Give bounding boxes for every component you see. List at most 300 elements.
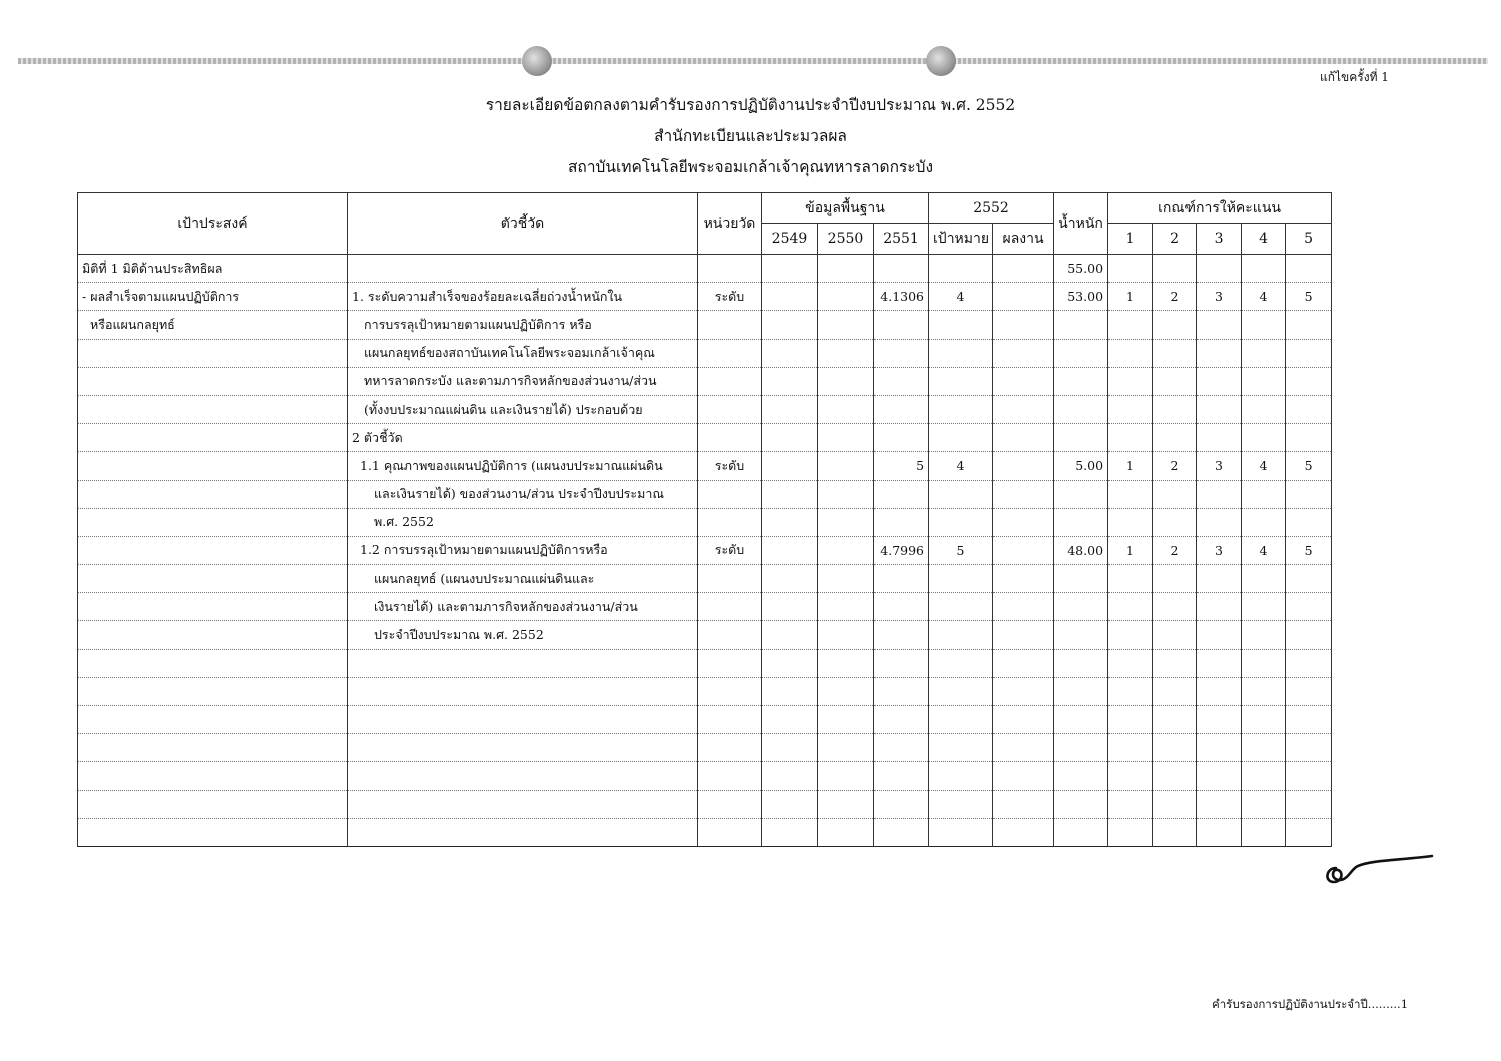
goal-cell: - ผลสำเร็จตามแผนปฏิบัติการ [78,283,348,311]
goal-cell [78,424,348,452]
baseline-2551-cell [874,255,929,283]
score-5-cell: 5 [1286,536,1332,564]
table-row [78,255,1332,283]
baseline-2551-cell: 5 [874,452,929,480]
header-goal: เป้าประสงค์ [78,193,348,255]
header-indicator: ตัวชี้วัด [348,193,698,255]
baseline-2549-cell [762,339,818,367]
score-4-cell: 4 [1242,536,1286,564]
result-cell [993,706,1054,734]
score-4-cell [1242,593,1286,621]
score-4-cell [1242,649,1286,677]
target-cell [929,339,993,367]
header-2549: 2549 [762,224,818,255]
score-2-cell [1153,818,1197,846]
goal-cell [78,565,348,593]
table-row [78,452,1332,480]
unit-cell [698,734,762,762]
score-4-cell [1242,677,1286,705]
header-score-4: 4 [1242,224,1286,255]
score-1-cell [1108,339,1153,367]
baseline-2550-cell [818,255,874,283]
unit-cell [698,649,762,677]
indicator-cell: (ทั้งงบประมาณแผ่นดิน และเงินรายได้) ประกอบด้วย [348,395,698,423]
baseline-2549-cell [762,649,818,677]
score-3-cell [1197,706,1242,734]
score-5-cell [1286,677,1332,705]
weight-cell [1054,367,1108,395]
target-cell: 5 [929,536,993,564]
score-2-cell [1153,762,1197,790]
baseline-2550-cell [818,536,874,564]
baseline-2551-cell [874,818,929,846]
table-row [78,480,1332,508]
indicator-cell: 1.2 การบรรลุเป้าหมายตามแผนปฏิบัติการหรือ [348,536,698,564]
weight-cell [1054,311,1108,339]
goal-cell [78,480,348,508]
baseline-2549-cell [762,424,818,452]
score-4-cell [1242,424,1286,452]
score-4-cell [1242,565,1286,593]
table-row [78,424,1332,452]
unit-cell [698,255,762,283]
result-cell [993,593,1054,621]
table-row [78,536,1332,564]
baseline-2551-cell: 4.1306 [874,283,929,311]
goal-cell [78,339,348,367]
baseline-2550-cell [818,283,874,311]
goal-cell [78,508,348,536]
indicator-cell [348,734,698,762]
baseline-2549-cell [762,734,818,762]
punch-hole-icon [522,46,552,76]
score-2-cell [1153,677,1197,705]
baseline-2551-cell [874,339,929,367]
unit-cell [698,508,762,536]
weight-cell [1054,565,1108,593]
header-result: ผลงาน [993,224,1054,255]
baseline-2549-cell [762,790,818,818]
score-1-cell [1108,395,1153,423]
result-cell [993,536,1054,564]
baseline-2550-cell [818,790,874,818]
target-cell [929,508,993,536]
score-3-cell [1197,734,1242,762]
score-1-cell [1108,649,1153,677]
institute-name: สถาบันเทคโนโลยีพระจอมเกล้าเจ้าคุณทหารลาดกระบัง [567,158,934,176]
score-3-cell: 3 [1197,452,1242,480]
unit-cell: ระดับ [698,283,762,311]
result-cell [993,649,1054,677]
weight-cell: 48.00 [1054,536,1108,564]
score-5-cell [1286,790,1332,818]
score-3-cell: 3 [1197,536,1242,564]
table-row [78,734,1332,762]
unit-cell [698,818,762,846]
baseline-2551-cell [874,649,929,677]
header-score-5: 5 [1286,224,1332,255]
goal-cell [78,593,348,621]
score-5-cell [1286,649,1332,677]
score-5-cell [1286,762,1332,790]
baseline-2549-cell [762,452,818,480]
weight-cell [1054,339,1108,367]
baseline-2549-cell [762,508,818,536]
table-row [78,649,1332,677]
indicator-cell [348,677,698,705]
header-criteria: เกณฑ์การให้คะแนน [1108,193,1332,224]
indicator-cell: ประจำปีงบประมาณ พ.ศ. 2552 [348,621,698,649]
goal-cell [78,649,348,677]
weight-cell [1054,706,1108,734]
weight-cell [1054,424,1108,452]
score-3-cell [1197,508,1242,536]
baseline-2551-cell [874,677,929,705]
score-4-cell [1242,311,1286,339]
table-row [78,593,1332,621]
weight-cell [1054,762,1108,790]
baseline-2551-cell [874,424,929,452]
goal-cell [78,706,348,734]
score-3-cell: 3 [1197,283,1242,311]
score-4-cell [1242,395,1286,423]
table-row [78,762,1332,790]
score-2-cell [1153,339,1197,367]
target-cell [929,677,993,705]
weight-cell: 55.00 [1054,255,1108,283]
baseline-2550-cell [818,424,874,452]
score-2-cell [1153,508,1197,536]
score-4-cell [1242,706,1286,734]
table-row [78,621,1332,649]
baseline-2549-cell [762,367,818,395]
score-3-cell [1197,339,1242,367]
header-score-2: 2 [1153,224,1197,255]
score-4-cell [1242,621,1286,649]
score-5-cell [1286,424,1332,452]
score-1-cell [1108,480,1153,508]
score-1-cell [1108,593,1153,621]
target-cell [929,395,993,423]
unit-cell: ระดับ [698,452,762,480]
target-cell: 4 [929,452,993,480]
unit-cell [698,790,762,818]
goal-cell [78,395,348,423]
unit-cell [698,311,762,339]
goal-cell [78,818,348,846]
score-5-cell [1286,480,1332,508]
baseline-2550-cell [818,593,874,621]
score-5-cell [1286,395,1332,423]
goal-cell [78,734,348,762]
target-cell: 4 [929,283,993,311]
indicator-cell: 2 ตัวชี้วัด [348,424,698,452]
table-row [78,565,1332,593]
result-cell [993,339,1054,367]
header-year-2552: 2552 [929,193,1054,224]
unit-cell [698,395,762,423]
score-2-cell [1153,649,1197,677]
baseline-2550-cell [818,565,874,593]
score-1-cell [1108,508,1153,536]
score-4-cell [1242,367,1286,395]
table-row [78,311,1332,339]
baseline-2550-cell [818,734,874,762]
indicator-cell: แผนกลยุทธ์ของสถาบันเทคโนโลยีพระจอมเกล้าเจ้าคุณ [348,339,698,367]
baseline-2550-cell [818,508,874,536]
unit-cell [698,424,762,452]
signature-icon [1322,846,1437,890]
punch-hole-icon [926,46,956,76]
baseline-2549-cell [762,283,818,311]
result-cell [993,367,1054,395]
baseline-2549-cell [762,565,818,593]
score-4-cell [1242,480,1286,508]
baseline-2551-cell [874,762,929,790]
result-cell [993,480,1054,508]
result-cell [993,424,1054,452]
result-cell [993,508,1054,536]
baseline-2550-cell [818,452,874,480]
score-4-cell: 4 [1242,452,1286,480]
score-3-cell [1197,424,1242,452]
score-1-cell [1108,367,1153,395]
goal-cell [78,367,348,395]
score-2-cell [1153,424,1197,452]
goal-cell: มิติที่ 1 มิติด้านประสิทธิผล [78,255,348,283]
result-cell [993,677,1054,705]
score-4-cell [1242,255,1286,283]
target-cell [929,762,993,790]
agreement-table [77,192,1332,847]
table-row [78,367,1332,395]
header-score-1: 1 [1108,224,1153,255]
score-3-cell [1197,790,1242,818]
weight-cell [1054,621,1108,649]
score-2-cell: 2 [1153,283,1197,311]
baseline-2550-cell [818,762,874,790]
score-5-cell [1286,818,1332,846]
indicator-cell: การบรรลุเป้าหมายตามแผนปฏิบัติการ หรือ [348,311,698,339]
unit-cell [698,367,762,395]
goal-cell [78,677,348,705]
score-2-cell [1153,395,1197,423]
baseline-2551-cell [874,565,929,593]
score-5-cell [1286,311,1332,339]
score-4-cell [1242,818,1286,846]
score-3-cell [1197,480,1242,508]
indicator-cell: 1.1 คุณภาพของแผนปฏิบัติการ (แผนงบประมาณแผ่นดิน [348,452,698,480]
score-4-cell [1242,790,1286,818]
indicator-cell [348,255,698,283]
header-2550: 2550 [818,224,874,255]
baseline-2551-cell [874,395,929,423]
score-1-cell [1108,677,1153,705]
table-row [78,508,1332,536]
weight-cell [1054,677,1108,705]
score-1-cell: 1 [1108,536,1153,564]
score-2-cell: 2 [1153,536,1197,564]
unit-cell [698,706,762,734]
score-5-cell [1286,734,1332,762]
goal-cell [78,790,348,818]
header-score-3: 3 [1197,224,1242,255]
baseline-2549-cell [762,706,818,734]
score-4-cell: 4 [1242,283,1286,311]
indicator-cell: และเงินรายได้) ของส่วนงาน/ส่วน ประจำปีงบประมาณ [348,480,698,508]
indicator-cell [348,649,698,677]
score-3-cell [1197,367,1242,395]
header-weight: น้ำหนัก [1054,193,1108,255]
score-1-cell [1108,706,1153,734]
baseline-2549-cell [762,255,818,283]
score-2-cell [1153,706,1197,734]
score-2-cell [1153,311,1197,339]
score-5-cell [1286,339,1332,367]
table-header [78,193,1332,255]
score-5-cell [1286,621,1332,649]
score-1-cell [1108,734,1153,762]
score-1-cell [1108,255,1153,283]
score-2-cell [1153,565,1197,593]
header-target: เป้าหมาย [929,224,993,255]
weight-cell [1054,508,1108,536]
baseline-2551-cell [874,480,929,508]
result-cell [993,734,1054,762]
result-cell [993,311,1054,339]
weight-cell [1054,480,1108,508]
baseline-2550-cell [818,367,874,395]
baseline-2551-cell [874,367,929,395]
score-1-cell [1108,762,1153,790]
score-5-cell: 5 [1286,283,1332,311]
indicator-cell: ทหารลาดกระบัง และตามภารกิจหลักของส่วนงาน/ส่วน [348,367,698,395]
target-cell [929,311,993,339]
score-3-cell [1197,395,1242,423]
table-row [78,818,1332,846]
baseline-2549-cell [762,621,818,649]
baseline-2549-cell [762,677,818,705]
result-cell [993,790,1054,818]
result-cell [993,762,1054,790]
score-2-cell [1153,621,1197,649]
score-5-cell [1286,255,1332,283]
baseline-2550-cell [818,706,874,734]
target-cell [929,790,993,818]
score-4-cell [1242,508,1286,536]
baseline-2551-cell [874,621,929,649]
score-3-cell [1197,677,1242,705]
score-5-cell [1286,565,1332,593]
score-2-cell: 2 [1153,452,1197,480]
score-5-cell [1286,367,1332,395]
goal-cell [78,452,348,480]
indicator-cell: 1. ระดับความสำเร็จของร้อยละเฉลี่ยถ่วงน้ำหนักใน [348,283,698,311]
result-cell [993,818,1054,846]
baseline-2550-cell [818,649,874,677]
document-title: รายละเอียดข้อตกลงตามคำรับรองการปฏิบัติงานประจำปีงบประมาณ พ.ศ. 2552 [485,96,1016,114]
score-5-cell: 5 [1286,452,1332,480]
baseline-2551-cell [874,734,929,762]
weight-cell [1054,395,1108,423]
goal-cell [78,536,348,564]
score-5-cell [1286,508,1332,536]
unit-cell [698,565,762,593]
target-cell [929,255,993,283]
baseline-2550-cell [818,818,874,846]
goal-cell: หรือแผนกลยุทธ์ [78,311,348,339]
score-1-cell: 1 [1108,452,1153,480]
target-cell [929,734,993,762]
score-3-cell [1197,818,1242,846]
score-1-cell: 1 [1108,283,1153,311]
score-3-cell [1197,621,1242,649]
table-body [78,255,1332,847]
department-name: สำนักทะเบียนและประมวลผล [654,127,847,145]
baseline-2549-cell [762,593,818,621]
header-unit: หน่วยวัด [698,193,762,255]
score-5-cell [1286,706,1332,734]
header-baseline: ข้อมูลพื้นฐาน [762,193,929,224]
table-row [78,395,1332,423]
weight-cell [1054,593,1108,621]
score-1-cell [1108,818,1153,846]
baseline-2550-cell [818,311,874,339]
baseline-2550-cell [818,677,874,705]
result-cell [993,283,1054,311]
target-cell [929,649,993,677]
result-cell [993,621,1054,649]
score-2-cell [1153,255,1197,283]
indicator-cell: พ.ศ. 2552 [348,508,698,536]
baseline-2550-cell [818,395,874,423]
score-2-cell [1153,367,1197,395]
footer-note: คำรับรองการปฏิบัติงานประจำปี.........1 [1212,997,1409,1011]
score-2-cell [1153,790,1197,818]
target-cell [929,565,993,593]
baseline-2550-cell [818,339,874,367]
score-1-cell [1108,565,1153,593]
result-cell [993,452,1054,480]
score-3-cell [1197,593,1242,621]
baseline-2550-cell [818,621,874,649]
score-5-cell [1286,593,1332,621]
table-row [78,706,1332,734]
unit-cell [698,480,762,508]
target-cell [929,706,993,734]
score-3-cell [1197,311,1242,339]
score-2-cell [1153,480,1197,508]
indicator-cell [348,818,698,846]
goal-cell [78,762,348,790]
indicator-cell: แผนกลยุทธ์ (แผนงบประมาณแผ่นดินและ [348,565,698,593]
table-row [78,339,1332,367]
target-cell [929,818,993,846]
baseline-2550-cell [818,480,874,508]
weight-cell: 5.00 [1054,452,1108,480]
score-1-cell [1108,424,1153,452]
table-row [78,790,1332,818]
indicator-cell [348,762,698,790]
unit-cell [698,339,762,367]
result-cell [993,565,1054,593]
table-row [78,283,1332,311]
score-2-cell [1153,734,1197,762]
goal-cell [78,621,348,649]
score-2-cell [1153,593,1197,621]
baseline-2549-cell [762,395,818,423]
result-cell [993,255,1054,283]
